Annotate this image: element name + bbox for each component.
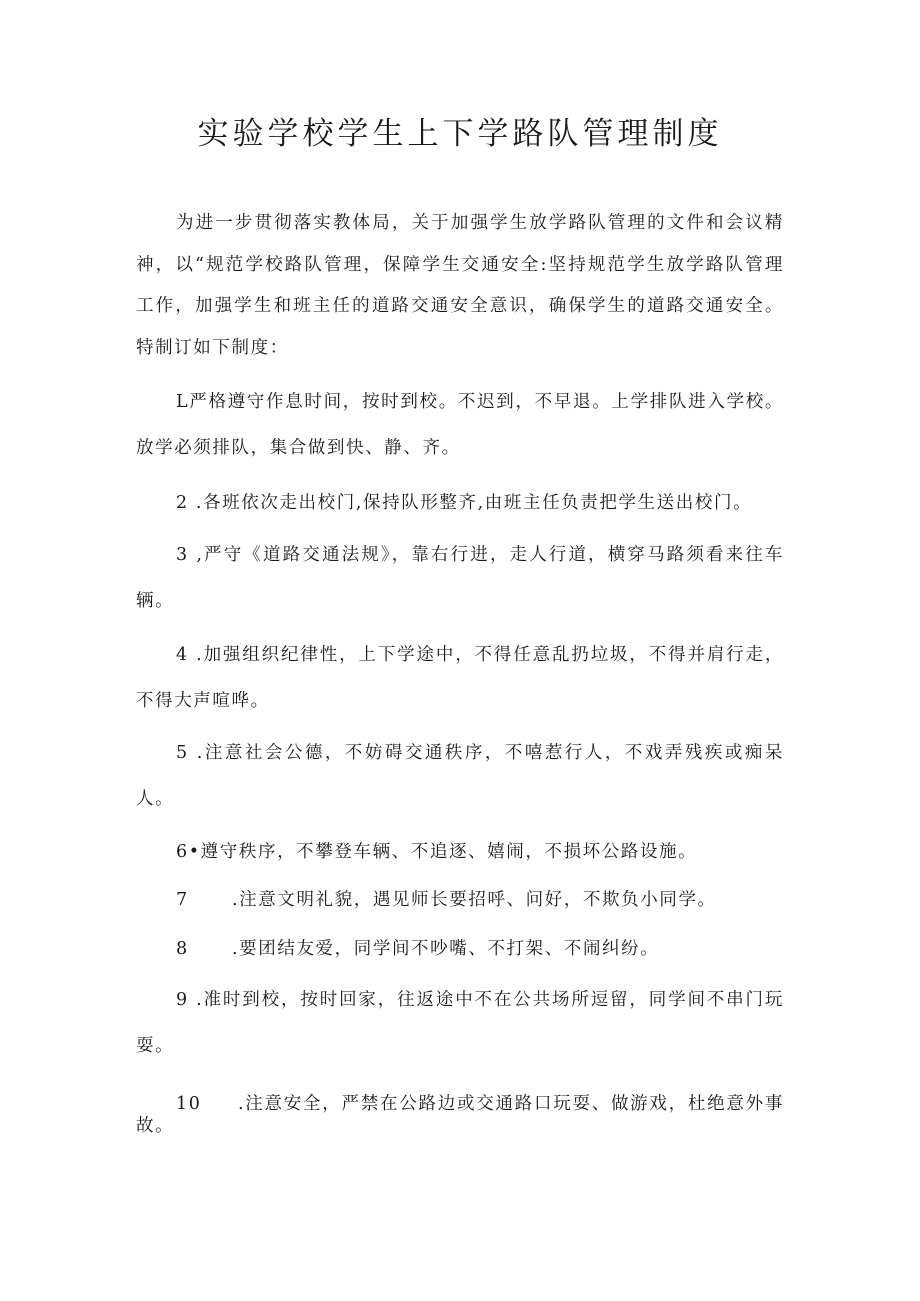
rule-item-9	[136, 977, 784, 1069]
rule-number: 4	[176, 645, 189, 665]
rule-number: 3	[176, 545, 189, 565]
rule-item-2	[136, 480, 784, 526]
rule-number: 8	[176, 939, 189, 959]
page-title: 实验学校学生上下学路队管理制度	[197, 116, 723, 152]
rule-item-5	[136, 730, 784, 822]
rule-text: .注意文明礼貌，遇见师长要招呼、问好，不欺负小同学。	[232, 890, 717, 910]
rule-number: 7	[176, 890, 189, 910]
rule-number: 9	[176, 990, 189, 1010]
rule-item-4	[136, 632, 784, 724]
rule-text: .注意社会公德，不妨碍交通秩序，不嘻惹行人，不戏弄残疾或痴呆人。	[136, 743, 784, 809]
rule-number: 10	[176, 1094, 202, 1114]
rule-item-7	[136, 877, 784, 923]
rule-item-1	[136, 379, 784, 471]
rule-number: L	[176, 392, 190, 412]
rule-item-6	[136, 829, 784, 875]
rule-number: 5	[176, 743, 189, 763]
rule-text: .加强组织纪律性，上下学途中，不得任意乱扔垃圾，不得并肩行走，不得大声喧哗。	[136, 645, 784, 711]
rule-text: .注意安全，严禁在公路边或交通路口玩耍、做游戏，杜绝意外事故。	[136, 1094, 784, 1136]
rule-number: 2	[176, 493, 189, 513]
rule-text: .各班依次走出校门,保持队形整齐,由班主任负责把学生送出校门。	[188, 493, 753, 513]
rule-number: 6•	[176, 842, 201, 862]
rule-item-8	[136, 926, 784, 972]
rule-item-10	[136, 1093, 784, 1137]
rule-text: ,严守《道路交通法规》，靠右行进，走人行道，横穿马路须看来往车辆。	[136, 545, 784, 611]
rule-text: .准时到校，按时回家，往返途中不在公共场所逗留，同学间不串门玩耍。	[136, 990, 784, 1056]
rule-text: 严格遵守作息时间，按时到校。不迟到，不早退。上学排队进入学校。放学必须排队，集合做到快、静、齐。	[136, 392, 784, 458]
rule-item-3	[136, 532, 784, 624]
rule-text: .要团结友爱，同学间不吵嘴、不打架、不闹纠纷。	[232, 939, 660, 959]
rule-text: 遵守秩序，不攀登车辆、不追逐、嬉闹，不损坏公路设施。	[200, 842, 698, 862]
intro-paragraph: 为进一步贯彻落实教体局，关于加强学生放学路队管理的文件和会议精神，以“规范学校路队管理，保障学生交通安全:坚持规范学生放学路队管理工作，加强学生和班主任的道路交通安全意识，确保学生的道路交通安全。特制订如下制度：	[136, 213, 784, 358]
